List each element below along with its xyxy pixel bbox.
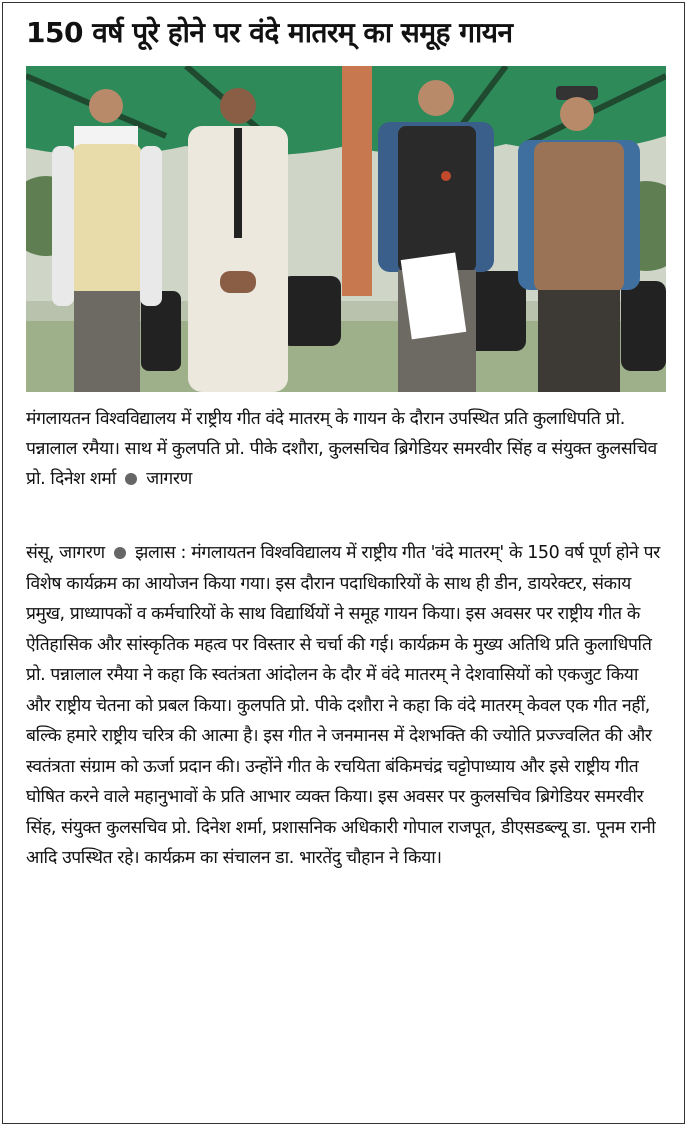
headline: 150 वर्ष पूरे होने पर वंदे मातरम् का समूह गायन (26, 16, 513, 49)
photo-caption (26, 404, 666, 494)
photo-illustration (26, 66, 666, 392)
dateline: संसू, जागरण (26, 543, 105, 563)
bullet-icon (125, 473, 137, 485)
article-body (26, 538, 666, 874)
news-photo (26, 66, 666, 392)
bullet-icon (114, 547, 126, 559)
caption-credit: जागरण (146, 469, 192, 489)
caption-text: मंगलायतन विश्वविद्यालय में राष्ट्रीय गीत वंदे मातरम् के गायन के दौरान उपस्थित प्रति कुलाधिपति प्रो. पन्नालाल रमैया। साथ में कुलपति प्रो. पीके दशौरा, कुलसचिव ब्रिगेडियर समरवीर सिंह व संयुक्त कुलसचिव प्रो. दिनेश शर्मा (26, 409, 657, 489)
article-text: झलास : मंगलायतन विश्वविद्यालय में राष्ट्रीय गीत 'वंदे मातरम्' के 150 वर्ष पूर्ण होने पर विशेष कार्यक्रम का आयोजन किया गया। इस दौरान पदाधिकारियों के साथ ही डीन, डायरेक्टर, संकाय प्रमुख, प्राध्यापकों व कर्मचारियों के साथ विद्यार्थियों ने समूह गायन किया। इस अवसर पर राष्ट्रीय गीत के ऐतिहासिक और सांस्कृतिक महत्व पर विस्तार से चर्चा की गई। कार्यक्रम के मुख्य अतिथि प्रति कुलाधिपति प्रो. पन्नालाल रमैया ने कहा कि स्वतंत्रता आंदोलन के दौर में वंदे मातरम् ने देशवासियों को एकजुट किया और राष्ट्रीय चेतना को प्रबल किया। कुलपति प्रो. पीके दशौरा ने कहा कि वंदे मातरम् केवल एक गीत नहीं, बल्कि हमारे राष्ट्रीय चरित्र की आत्मा है। इस गीत ने जनमानस में देशभक्ति की ज्योति प्रज्ज्वलित की और स्वतंत्रता संग्राम को ऊर्जा प्रदान की। उन्होंने गीत के रचयिता बंकिमचंद्र चट्टोपाध्याय और इसे राष्ट्रीय गीत घोषित करने वाले महानुभावों के प्रति आभार व्यक्त किया। इस अवसर पर कुलसचिव ब्रिगेडियर समरवीर सिंह, संयुक्त कुलसचिव प्रो. दिनेश शर्मा, प्रशासनिक अधिकारी गोपाल राजपूत, डीएसडब्ल्यू डा. पूनम रानी आदि उपस्थित रहे। कार्यक्रम का संचालन डा. भारतेंदु चौहान ने किया। (26, 543, 660, 868)
